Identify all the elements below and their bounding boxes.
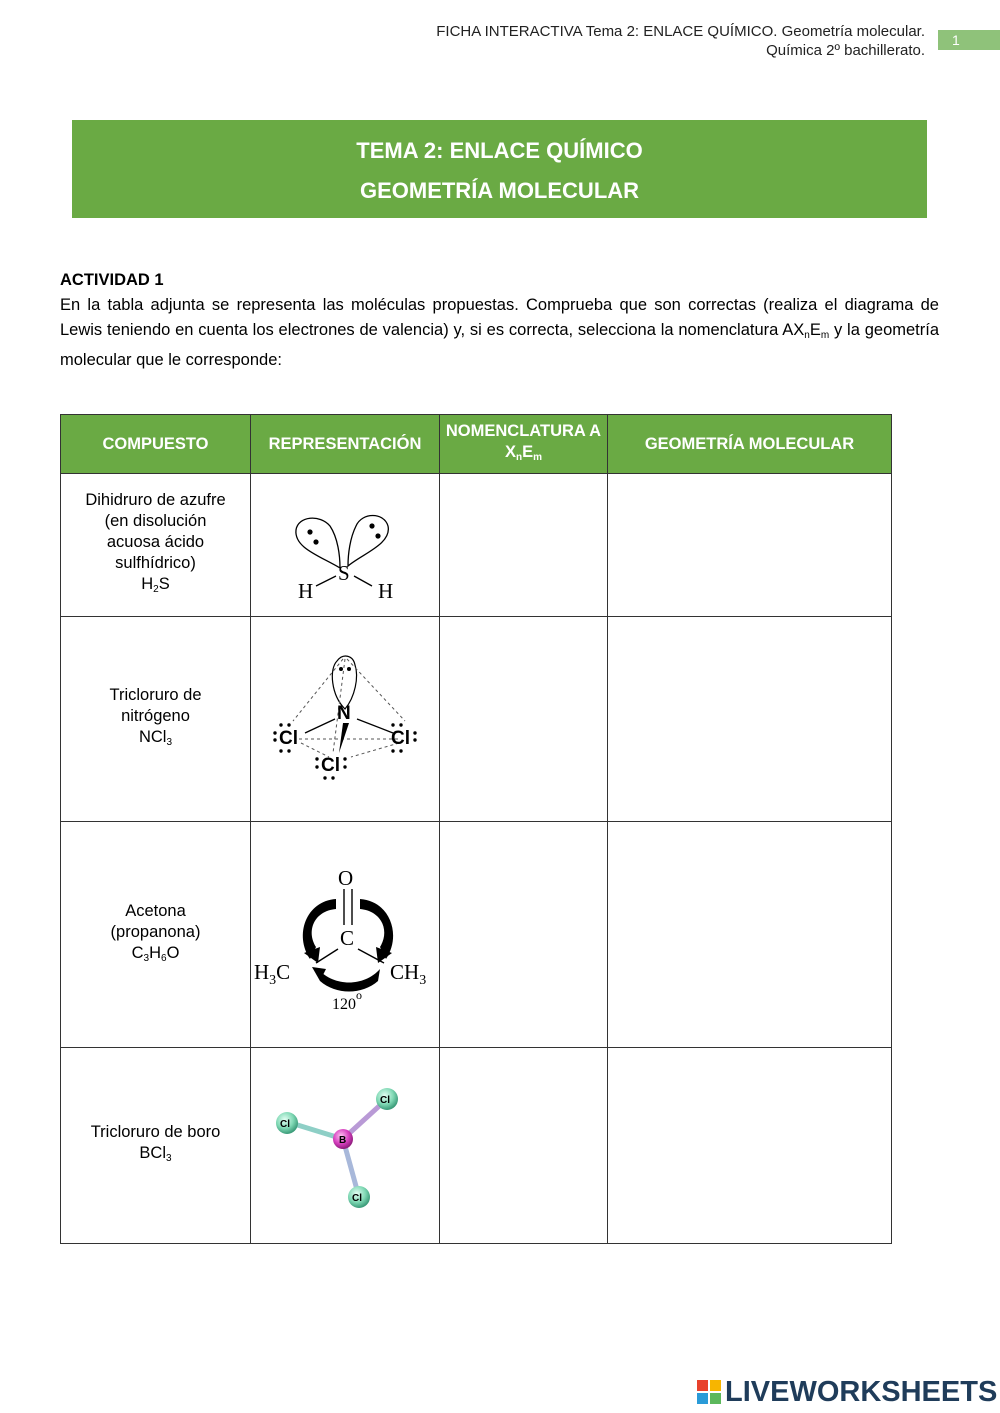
electron-dot xyxy=(331,776,334,779)
header-nomenclatura-label: NOMENCLATURA AX xyxy=(445,421,602,461)
compound-name-cell xyxy=(61,1048,251,1244)
formula-part: H xyxy=(149,943,161,962)
table-header-row xyxy=(61,415,892,474)
compound-name-line: sulfhídrico) xyxy=(115,554,196,572)
electron-dot xyxy=(273,738,276,741)
geometry-answer-cell[interactable] xyxy=(608,474,892,617)
electron-dot xyxy=(287,749,290,752)
geometry-answer-cell[interactable] xyxy=(608,617,892,822)
electron-dot xyxy=(307,529,312,534)
instructions-end: y la geometría molecular que le corresponde: xyxy=(60,321,939,369)
angle-arrow-bottom xyxy=(318,969,380,992)
compound-name-line: (propanona) xyxy=(110,922,201,941)
representation-cell xyxy=(251,822,440,1048)
electron-dot xyxy=(343,765,346,768)
compound-name-line: nitrógeno xyxy=(121,707,190,725)
formula-part: O xyxy=(166,943,180,962)
formula-part: H xyxy=(141,575,154,593)
page-header xyxy=(436,22,925,60)
geometry-answer-cell[interactable] xyxy=(608,1048,892,1244)
header-nomenclatura-sub-m: m xyxy=(533,451,543,463)
dashed-edge xyxy=(347,659,405,721)
formula-sub: 3 xyxy=(143,952,150,964)
banner-title: TEMA 2: ENLACE QUÍMICO xyxy=(356,138,643,163)
table-row xyxy=(61,617,892,822)
compound-name-cell xyxy=(61,474,251,617)
header-nomenclatura-e: E xyxy=(522,442,534,461)
electron-dot xyxy=(399,749,402,752)
activity-instructions xyxy=(60,293,939,373)
instructions-sub-m: m xyxy=(820,330,830,341)
lone-pair-lobe xyxy=(332,656,356,709)
electron-dot xyxy=(375,533,380,538)
formula-part: BCl xyxy=(139,1144,167,1162)
electron-dot xyxy=(323,776,326,779)
electron-dot xyxy=(339,667,343,671)
header-line-1: FICHA INTERACTIVA Tema 2: ENLACE QUÍMICO. Geometría molecular. xyxy=(436,23,925,40)
electron-dot xyxy=(413,731,416,734)
table-row xyxy=(61,822,892,1048)
representation-cell xyxy=(251,617,440,822)
molecules-table xyxy=(60,414,892,1244)
compound-name-line: (en disolución xyxy=(104,512,207,530)
atom-label-cl: Cl xyxy=(380,1094,390,1106)
ncl3-lewis-diagram xyxy=(265,647,425,792)
electron-dot xyxy=(399,723,402,726)
atom-label-o: O xyxy=(338,865,354,890)
electron-dot xyxy=(413,738,416,741)
electron-dot xyxy=(313,539,318,544)
formula-sub: 6 xyxy=(161,952,167,964)
table-row xyxy=(61,1048,892,1244)
compound-formula xyxy=(61,943,250,969)
logo-square xyxy=(710,1393,721,1404)
compound-formula xyxy=(61,1143,250,1169)
atom-label-cl: Cl xyxy=(279,727,298,749)
atom-label-h: H xyxy=(378,579,394,600)
logo-square xyxy=(697,1380,708,1391)
title-banner xyxy=(72,120,927,218)
compound-name-cell xyxy=(61,617,251,822)
electron-dot xyxy=(391,723,394,726)
electron-dot xyxy=(315,757,318,760)
geometry-answer-cell[interactable] xyxy=(608,822,892,1048)
liveworksheets-wordmark: LIVEWORKSHEETS xyxy=(725,1375,998,1408)
compound-name-cell xyxy=(61,822,251,1048)
electron-dot xyxy=(347,667,351,671)
header-line-2: Química 2º bachillerato. xyxy=(766,42,925,59)
bond-line xyxy=(354,576,372,586)
atom-label-h: H xyxy=(298,579,314,600)
h2s-lewis-diagram xyxy=(280,490,410,600)
formula-part: NCl xyxy=(138,728,167,746)
electron-dot xyxy=(369,523,374,528)
instructions-text: En la tabla adjunta se representa las moléculas propuestas. Comprueba que son correctas (realiza el diagrama de Lewis teniendo en cuenta los electrones de valencia) y, si es correcta, selecciona la nomenclatura AX xyxy=(60,296,939,339)
formula-part: C xyxy=(131,943,144,962)
representation-cell xyxy=(251,1048,440,1244)
compound-name-line: Acetona xyxy=(125,901,186,920)
dashed-edge xyxy=(293,659,343,721)
logo-square xyxy=(710,1380,721,1391)
table-row xyxy=(61,474,892,617)
atom-label-cl: Cl xyxy=(391,727,410,749)
header-representacion-label: REPRESENTACIÓN xyxy=(268,434,422,453)
acetone-structure-diagram xyxy=(252,855,438,1015)
compound-name-line: Dihidruro de azufre xyxy=(85,491,226,509)
header-compuesto: COMPUESTO xyxy=(61,415,251,474)
page-number: 1 xyxy=(938,30,1000,50)
atom-label-b: B xyxy=(339,1134,347,1146)
formula-sub: 3 xyxy=(166,1153,172,1164)
group-label-ch3: $CH_3$ xyxy=(390,959,427,988)
compound-formula xyxy=(61,574,250,600)
nomenclature-answer-cell[interactable] xyxy=(440,617,608,822)
formula-sub: 3 xyxy=(166,737,173,748)
nomenclature-answer-cell[interactable] xyxy=(440,1048,608,1244)
activity-section xyxy=(60,268,939,373)
banner-subtitle: GEOMETRÍA MOLECULAR xyxy=(359,178,640,203)
atom-label-c: C xyxy=(340,925,355,950)
atom-label-cl: Cl xyxy=(321,754,340,776)
wedge-bond xyxy=(339,723,349,753)
logo-square xyxy=(697,1393,708,1404)
instructions-sub-n: n xyxy=(804,330,810,341)
bcl3-ball-stick-model xyxy=(275,1081,415,1211)
electron-dot xyxy=(273,731,276,734)
formula-sub: 2 xyxy=(153,584,159,595)
activity-title: ACTIVIDAD 1 xyxy=(60,271,164,289)
compound-name-line: Tricloruro de boro xyxy=(90,1123,221,1141)
nomenclature-answer-cell[interactable] xyxy=(440,822,608,1048)
atom-label-cl: Cl xyxy=(352,1192,362,1204)
electron-dot xyxy=(391,749,394,752)
electron-dot xyxy=(279,723,282,726)
compound-name-line: Tricloruro de xyxy=(109,686,202,704)
compound-name-line: acuosa ácido xyxy=(106,533,205,551)
liveworksheets-logo-icon xyxy=(697,1380,721,1404)
electron-dot xyxy=(315,765,318,768)
compound-formula xyxy=(61,727,250,753)
atom-label-n: N xyxy=(337,702,351,724)
bond-angle-label: 120$^o$ xyxy=(332,987,362,1013)
lone-pair-lobe-right xyxy=(348,516,388,567)
representation-cell xyxy=(251,474,440,617)
group-label-h3c: $H_3C$ xyxy=(254,959,291,988)
nomenclature-answer-cell[interactable] xyxy=(440,474,608,617)
header-geometria: GEOMETRÍA MOLECULAR xyxy=(608,415,892,474)
electron-dot xyxy=(279,749,282,752)
header-nomenclatura xyxy=(440,415,608,474)
bond-line xyxy=(357,719,393,733)
liveworksheets-watermark xyxy=(697,1374,997,1410)
header-nomenclatura-sub-n: n xyxy=(515,451,523,463)
header-representacion xyxy=(251,415,440,474)
bond-line xyxy=(305,719,335,733)
instructions-e: E xyxy=(809,321,821,339)
formula-part: S xyxy=(158,575,170,593)
atom-label-s: S xyxy=(338,561,350,585)
electron-dot xyxy=(287,723,290,726)
electron-dot xyxy=(343,757,346,760)
atom-label-cl: Cl xyxy=(280,1118,290,1130)
bond-line xyxy=(316,576,336,586)
